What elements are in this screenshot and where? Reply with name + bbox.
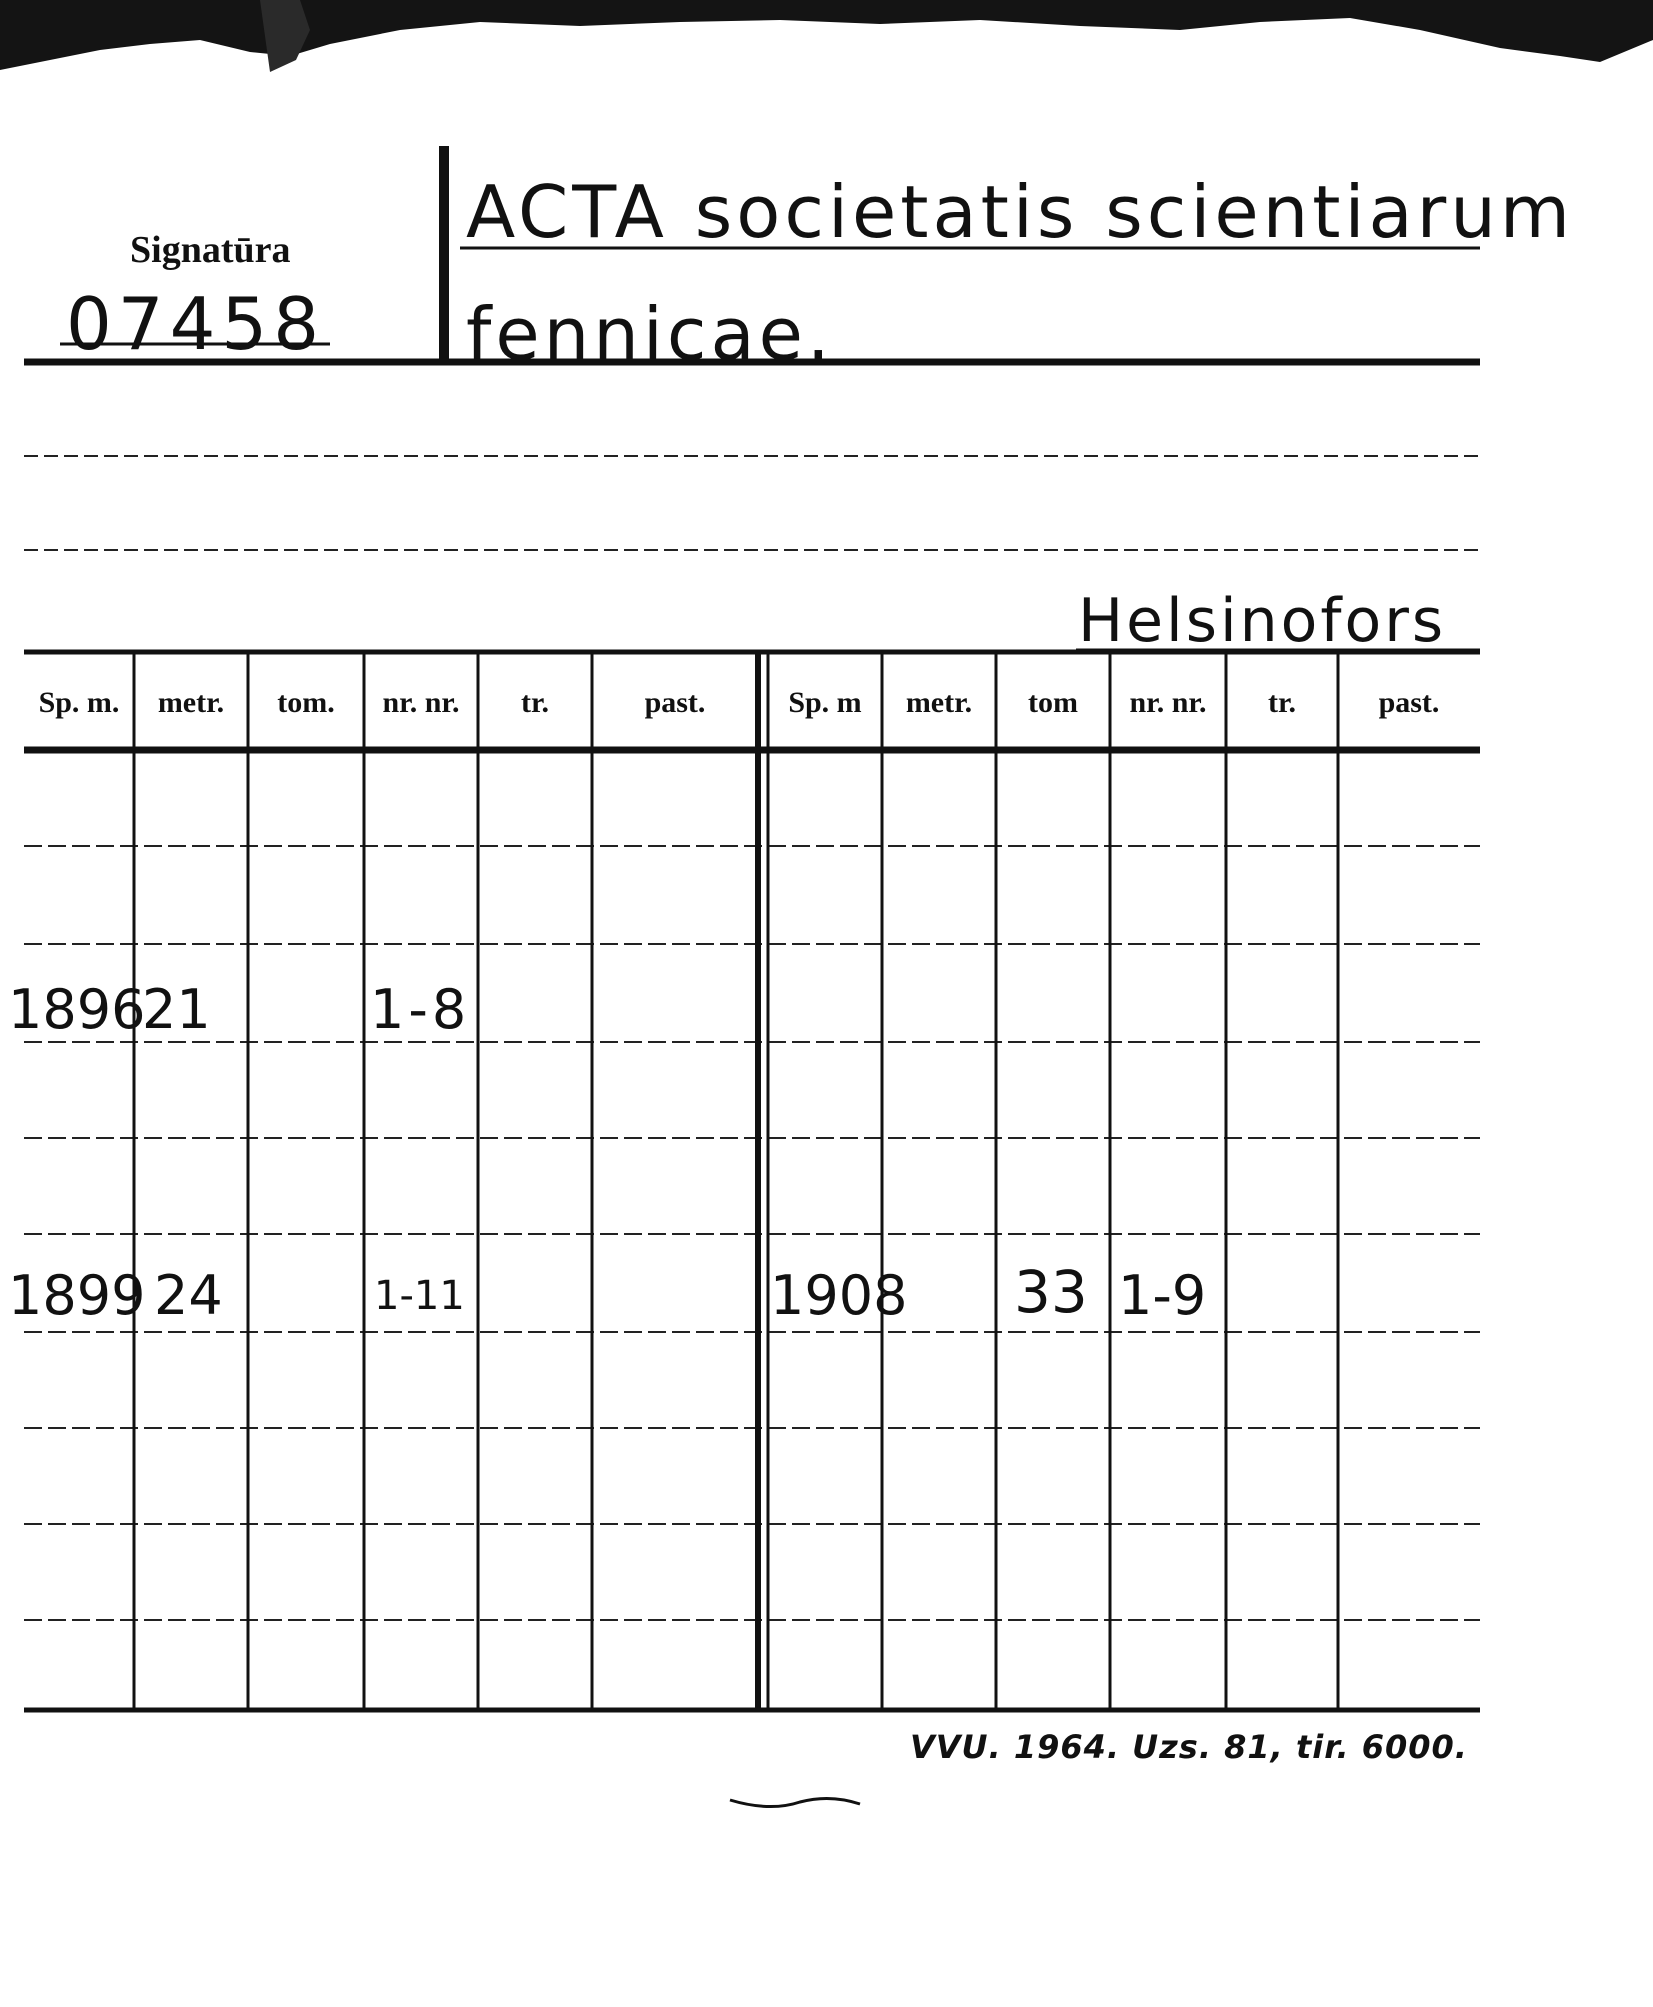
entry-3-nr: 1-9: [1118, 1264, 1207, 1327]
entry-1-sp-m: 1896: [8, 978, 146, 1041]
entry-2-nr: 1-11: [374, 1273, 465, 1319]
title-line-2: fennicae.: [466, 292, 834, 376]
header-nr-right: nr. nr.: [1129, 686, 1207, 719]
entry-1-nr: 1-8: [370, 978, 471, 1041]
title-line-1: ACTA societatis scientiarum: [466, 170, 1574, 254]
header-past-right: past.: [1378, 686, 1440, 719]
printer-imprint: VVU. 1964. Uzs. 81, tir. 6000.: [910, 1728, 1468, 1766]
entry-2-metr: 24: [154, 1264, 223, 1327]
entry-1-metr: 21: [142, 978, 211, 1041]
header-sp-m-right: Sp. m: [788, 686, 862, 719]
place-of-publication: Helsinofors: [1078, 586, 1447, 656]
header-nr-left: nr. nr.: [382, 686, 460, 719]
signature-label: Signatūra: [130, 229, 291, 271]
entry-3-tom: 33: [1014, 1258, 1088, 1326]
header-metr-left: metr.: [157, 686, 225, 719]
header-tr-right: tr.: [1267, 686, 1297, 719]
header-past-left: past.: [644, 686, 706, 719]
signature-number: 07458: [66, 282, 326, 366]
header-metr-right: metr.: [905, 686, 973, 719]
header-tom-right: tom: [1028, 686, 1078, 719]
header-sp-m-left: Sp. m.: [38, 686, 120, 719]
entry-2-sp-m: 1899: [8, 1264, 146, 1327]
header-tr-left: tr.: [520, 686, 550, 719]
header-tom-left: tom.: [277, 686, 335, 719]
entry-3-sp-m: 1908: [770, 1264, 908, 1327]
